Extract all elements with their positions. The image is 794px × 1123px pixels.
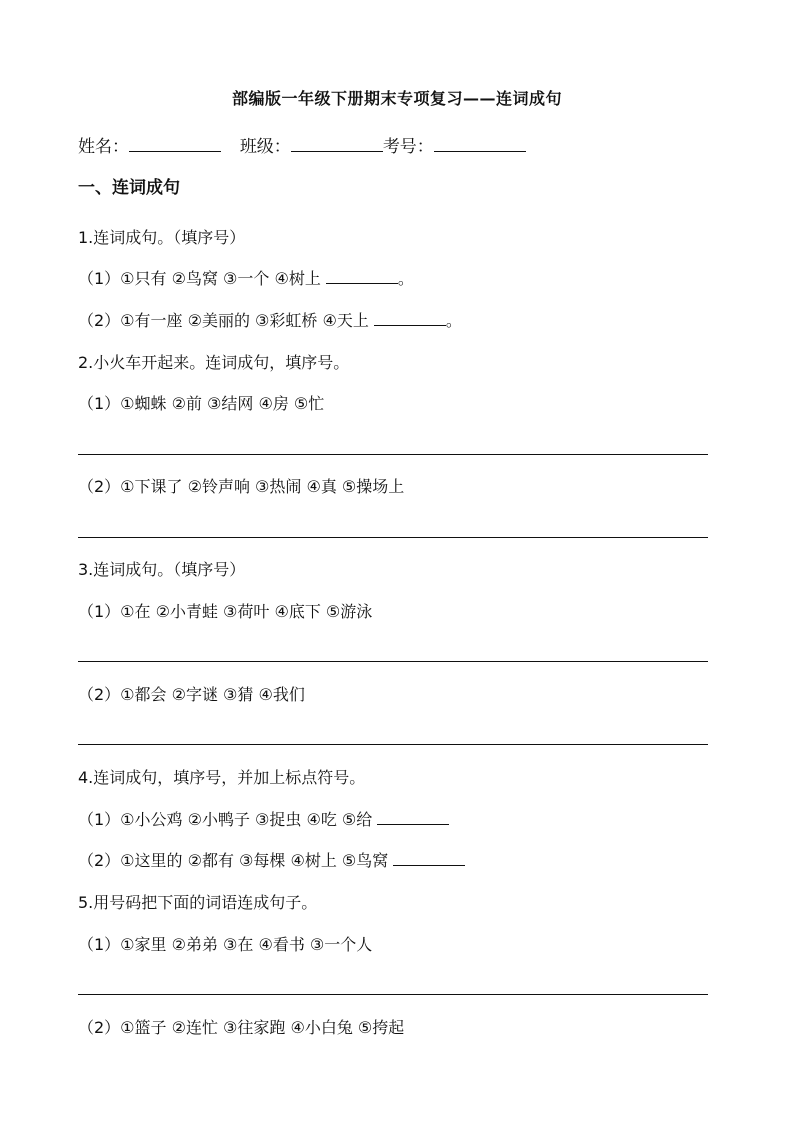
class-blank[interactable] [291, 137, 383, 152]
q1-item-1-period: 。 [397, 269, 414, 288]
q1-item-2-period: 。 [445, 311, 462, 330]
q5-item-1: （1）①家里 ②弟弟 ③在 ④看书 ③一个人 [78, 935, 373, 954]
q3-item-2-answer-line[interactable] [78, 744, 708, 745]
q2-item-2: （2）①下课了 ②铃声响 ③热闹 ④真 ⑤操场上 [78, 477, 405, 496]
q1-prompt: 1.连词成句。（填序号） [78, 228, 246, 247]
q1-item-2 [78, 310, 462, 332]
q2-prompt: 2.小火车开起来。连词成句，填序号。 [78, 353, 350, 372]
q1-item-2-text: （2）①有一座 ②美丽的 ③彩虹桥 ④天上 [78, 311, 369, 330]
q5-item-1-answer-line[interactable] [78, 994, 708, 995]
number-label: 考号： [382, 137, 434, 157]
page-title: 部编版一年级下册期末专项复习——连词成句 [231, 89, 562, 108]
q1-item-2-blank[interactable] [374, 311, 446, 326]
number-blank[interactable] [434, 137, 526, 152]
student-info-row [78, 136, 526, 158]
q4-item-1-text: （1）①小公鸡 ②小鸭子 ③捉虫 ④吃 ⑤给 [78, 810, 373, 829]
name-label: 姓名： [78, 137, 129, 157]
q4-item-2-blank[interactable] [393, 851, 465, 866]
q3-item-1-answer-line[interactable] [78, 661, 708, 662]
q3-item-1: （1）①在 ②小青蛙 ③荷叶 ④底下 ⑤游泳 [78, 602, 373, 621]
q1-item-1 [78, 268, 414, 290]
q4-item-2-text: （2）①这里的 ②都有 ③每棵 ④树上 ⑤鸟窝 [78, 851, 389, 870]
q5-prompt: 5.用号码把下面的词语连成句子。 [78, 893, 318, 912]
q4-item-1-blank[interactable] [377, 810, 449, 825]
q1-item-1-text: （1）①只有 ②鸟窝 ③一个 ④树上 [78, 269, 321, 288]
q4-item-1 [78, 809, 449, 831]
name-blank[interactable] [129, 137, 221, 152]
q4-prompt: 4.连词成句，填序号，并加上标点符号。 [78, 768, 366, 787]
q2-item-1: （1）①蜘蛛 ②前 ③结网 ④房 ⑤忙 [78, 394, 325, 413]
q4-item-2 [78, 850, 465, 872]
class-label: 班级： [239, 137, 291, 157]
q3-prompt: 3.连词成句。（填序号） [78, 560, 246, 579]
q1-item-1-blank[interactable] [326, 269, 398, 284]
q3-item-2: （2）①都会 ②字谜 ③猜 ④我们 [78, 685, 305, 704]
q5-item-2: （2）①篮子 ②连忙 ③往家跑 ④小白兔 ⑤挎起 [78, 1018, 405, 1037]
section-heading: 一、连词成句 [78, 178, 180, 198]
q2-item-1-answer-line[interactable] [78, 454, 708, 455]
q2-item-2-answer-line[interactable] [78, 537, 708, 538]
